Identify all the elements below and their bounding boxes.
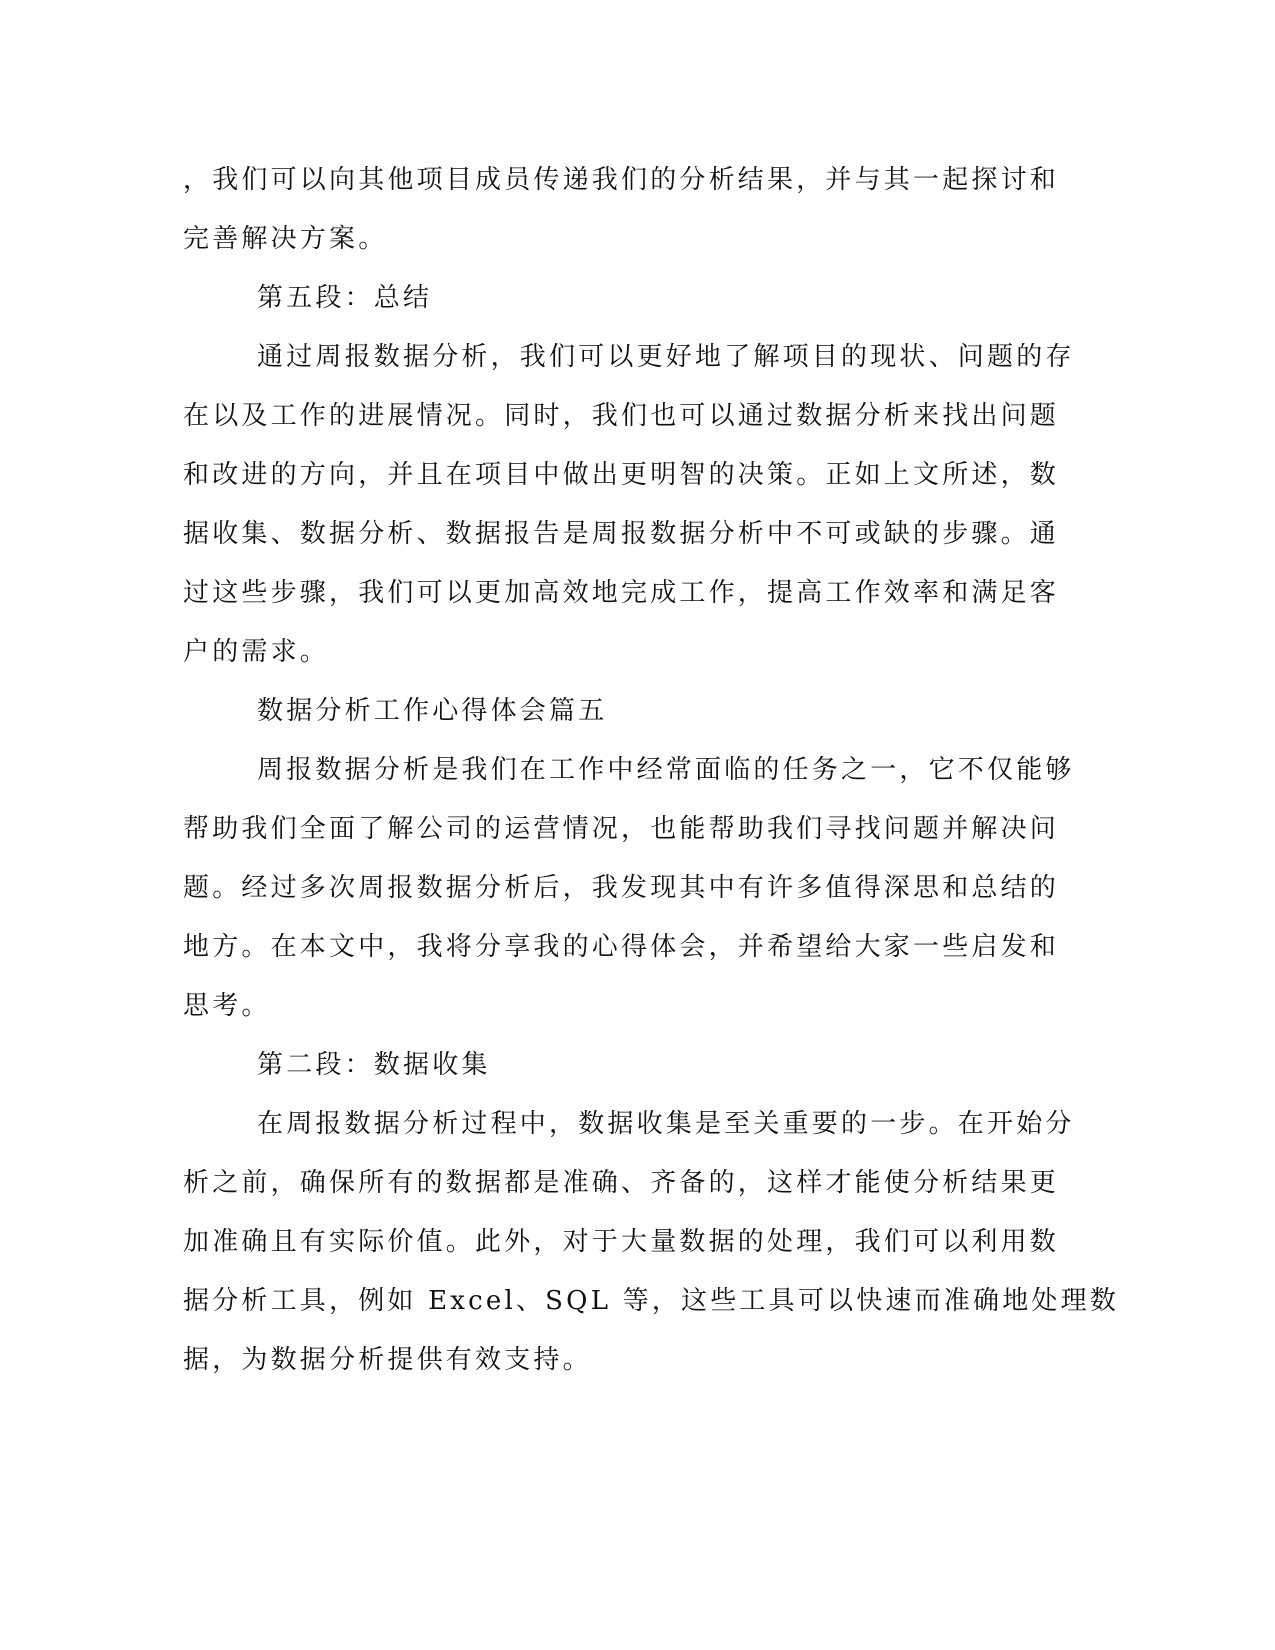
section-heading: 第二段：数据收集 — [257, 1050, 491, 1080]
article-title: 数据分析工作心得体会篇五 — [257, 696, 608, 726]
text-line: 在周报数据分析过程中，数据收集是至关重要的一步。在开始分 — [257, 1109, 1075, 1139]
text-line: ，我们可以向其他项目成员传递我们的分析结果，并与其一起探讨和 — [183, 165, 1060, 195]
text-line: 据，为数据分析提供有效支持。 — [183, 1345, 592, 1375]
text-line: 据收集、数据分析、数据报告是周报数据分析中不可或缺的步骤。通 — [183, 519, 1060, 549]
text-line: 加准确且有实际价值。此外，对于大量数据的处理，我们可以利用数 — [183, 1227, 1060, 1257]
text-line: 析之前，确保所有的数据都是准确、齐备的，这样才能使分析结果更 — [183, 1168, 1060, 1198]
text-line: 题。经过多次周报数据分析后，我发现其中有许多值得深思和总结的 — [183, 873, 1060, 903]
text-line: 周报数据分析是我们在工作中经常面临的任务之一，它不仅能够 — [257, 755, 1075, 785]
text-line: 地方。在本文中，我将分享我的心得体会，并希望给大家一些启发和 — [183, 932, 1060, 962]
text-line: 据分析工具，例如 Excel、SQL 等，这些工具可以快速而准确地处理数 — [183, 1286, 1120, 1316]
text-line: 在以及工作的进展情况。同时，我们也可以通过数据分析来找出问题 — [183, 401, 1060, 431]
text-line: 通过周报数据分析，我们可以更好地了解项目的现状、问题的存 — [257, 342, 1075, 372]
text-line: 思考。 — [183, 991, 271, 1021]
text-line: 帮助我们全面了解公司的运营情况，也能帮助我们寻找问题并解决问 — [183, 814, 1060, 844]
text-line: 和改进的方向，并且在项目中做出更明智的决策。正如上文所述，数 — [183, 460, 1060, 490]
section-heading: 第五段：总结 — [257, 283, 433, 313]
text-line: 过这些步骤，我们可以更加高效地完成工作，提高工作效率和满足客 — [183, 578, 1060, 608]
text-line: 完善解决方案。 — [183, 224, 388, 254]
text-line: 户的需求。 — [183, 637, 330, 667]
